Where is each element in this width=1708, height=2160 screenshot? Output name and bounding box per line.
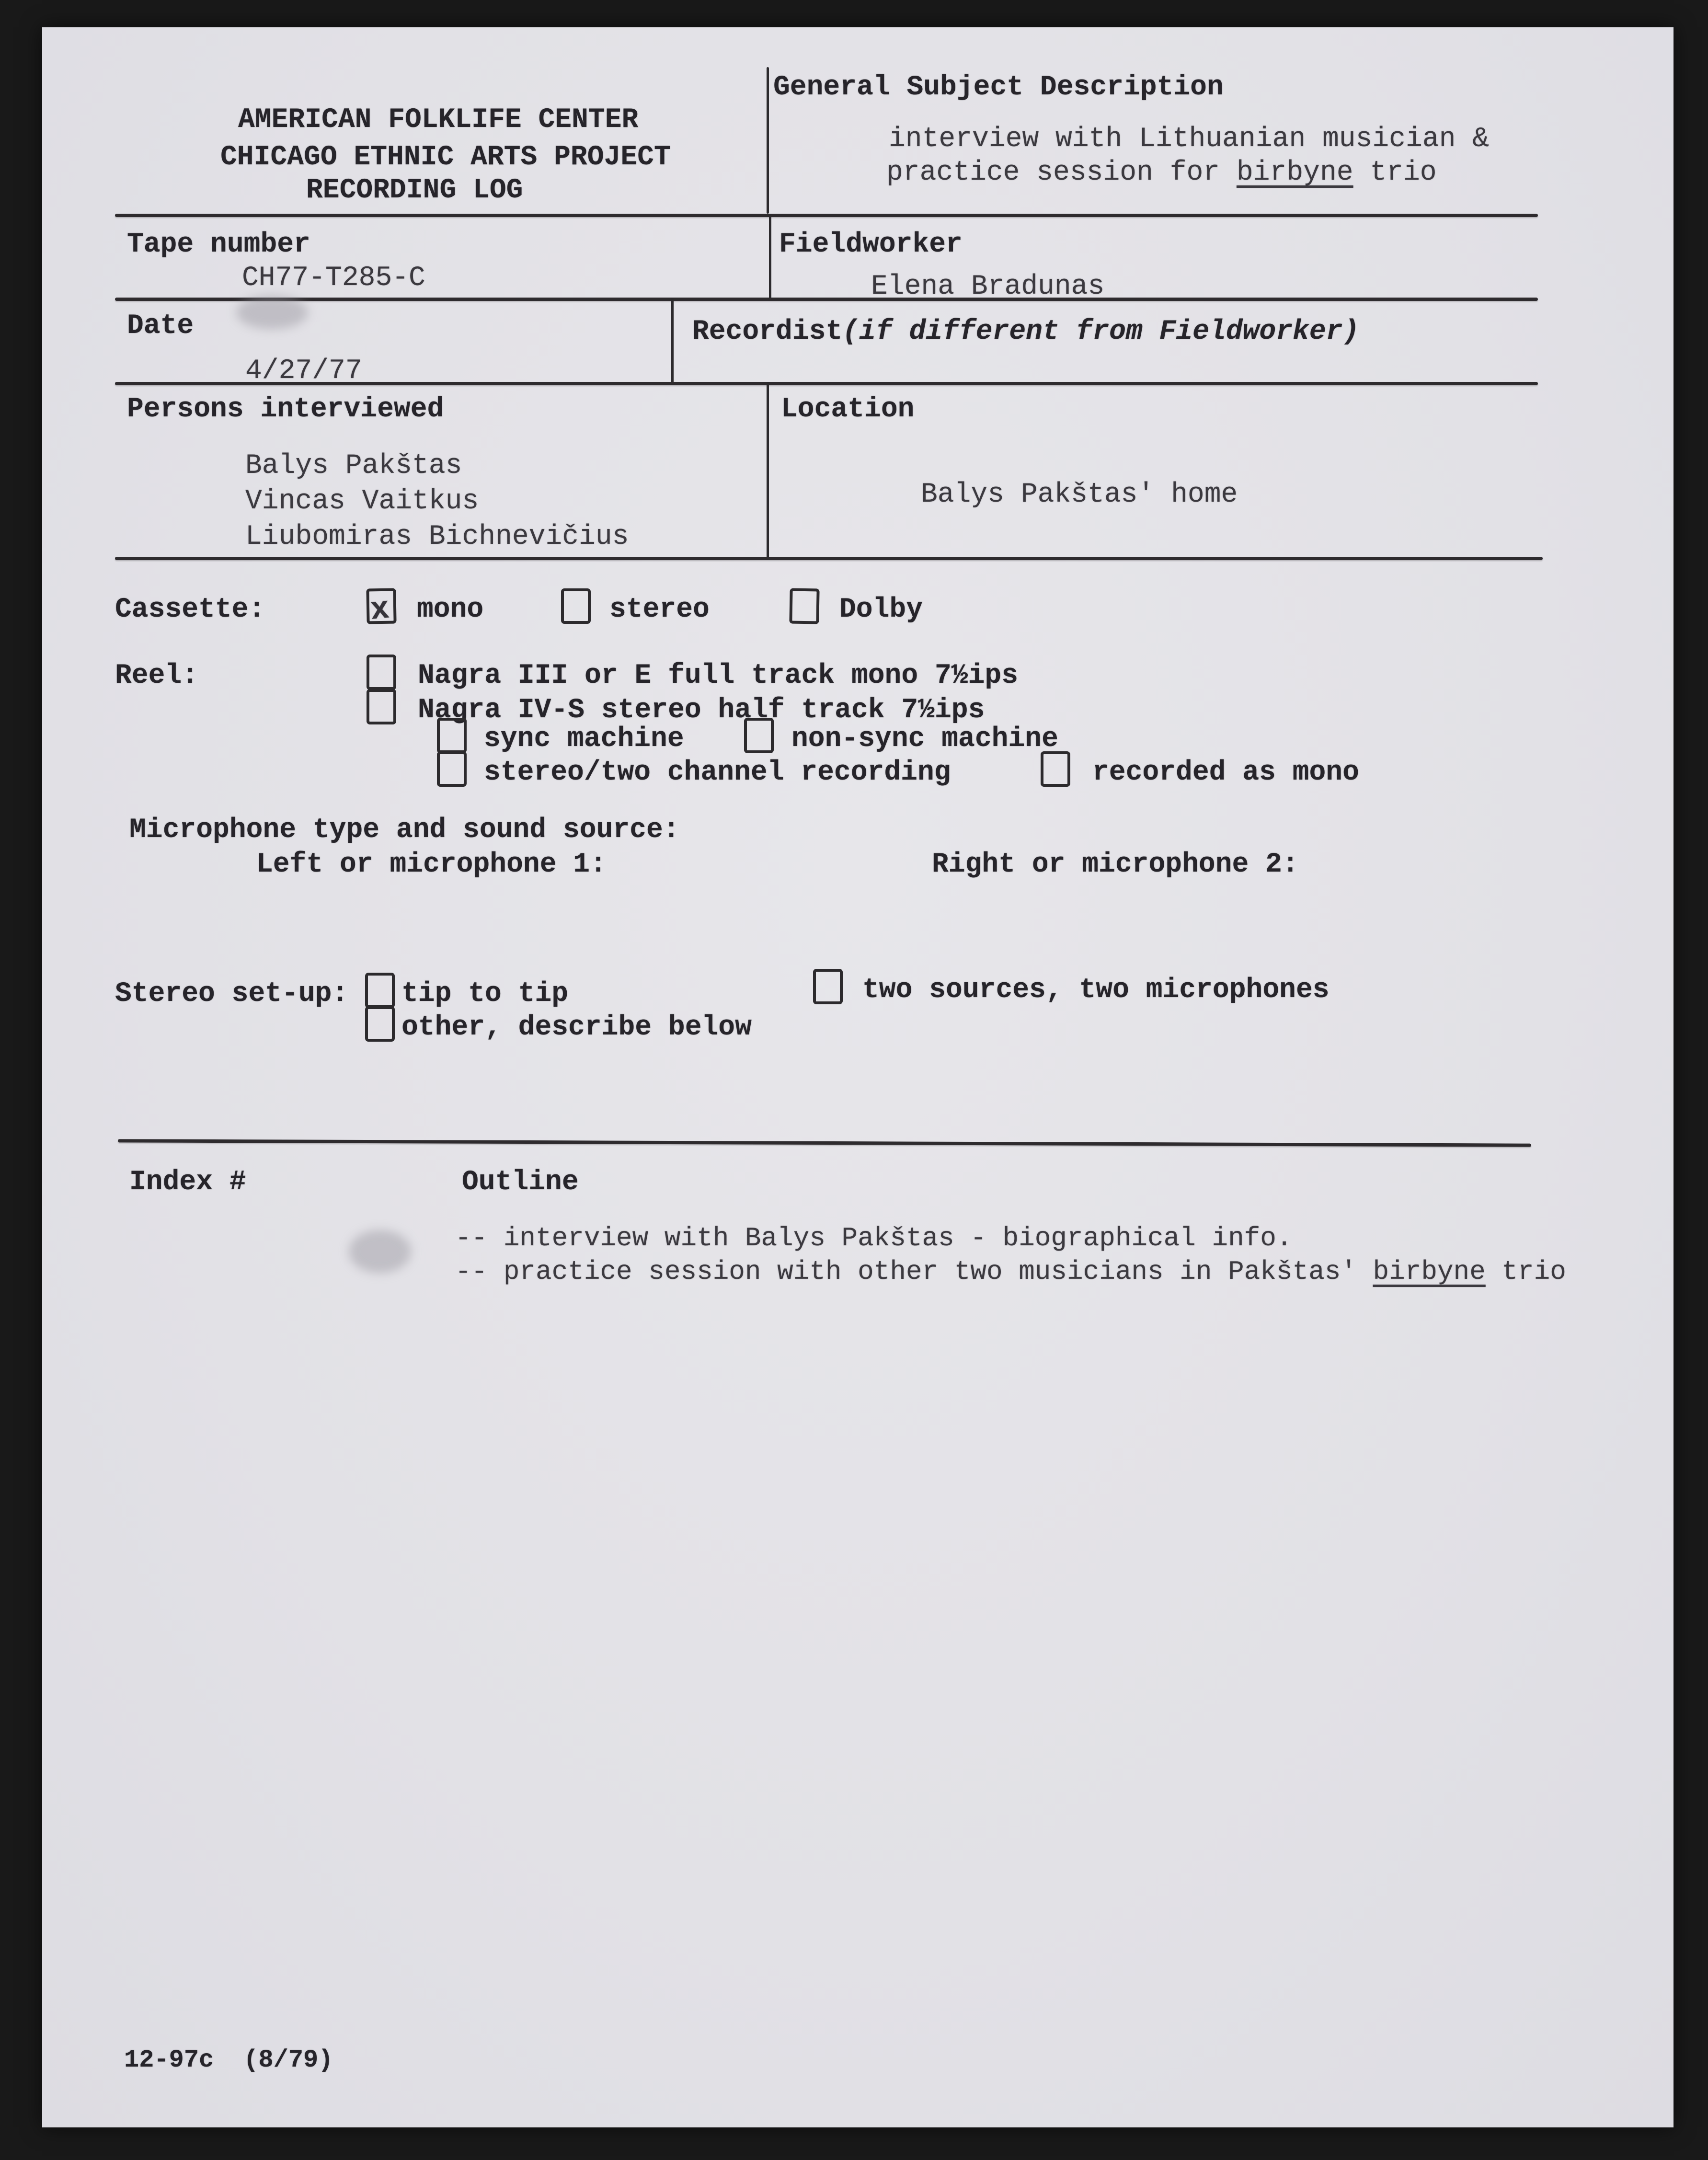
checkbox-two-sources[interactable] [813,969,843,1004]
divider-rule-4 [115,557,1543,560]
divider-date-recordist [671,298,674,385]
date-value: 4/27/77 [245,356,362,387]
outline-item-1: -- interview with Balys Pakštas - biographical info. [455,1223,1293,1253]
date-label: Date [127,310,194,342]
org-name-line3: RECORDING LOG [306,175,523,206]
microphone-section-label: Microphone type and sound source: [129,815,680,846]
outline-label: Outline [462,1167,579,1198]
location-value: Balys Pakštas' home [921,479,1238,510]
checkbox-cassette-dolby[interactable] [789,588,819,624]
divider-tape-fieldworker [769,214,771,301]
stereo-setup-label: Stereo set-up: [115,978,349,1010]
person-name-3: Liubomiras Bichnevičius [245,521,629,552]
subject-description-label: General Subject Description [773,72,1224,103]
recorded-as-mono-label: recorded as mono [1092,757,1359,788]
fieldworker-value: Elena Bradunas [871,271,1105,302]
ink-smudge [349,1230,411,1273]
two-sources-label: two sources, two microphones [862,975,1330,1006]
checkbox-nonsync-machine[interactable] [744,718,774,753]
subject-line2-pre: practice session for [886,157,1237,188]
person-name-2: Vincas Vaitkus [245,486,479,517]
form-number-footer [124,2046,333,2074]
stereo-two-channel-label: stereo/two channel recording [484,757,951,788]
ink-smudge [236,296,308,329]
subject-description-line1: interview with Lithuanian musician & [889,124,1490,155]
checkbox-reel-nagra4s[interactable] [367,689,396,724]
divider-persons-location [767,382,769,560]
outline-item2-post: trio [1485,1256,1566,1287]
checkbox-recorded-as-mono[interactable] [1041,751,1070,787]
cassette-mono-label: mono [417,594,484,625]
checkbox-other-describe[interactable] [365,1006,395,1042]
org-name-line1: AMERICAN FOLKLIFE CENTER [238,104,639,136]
microphone-left-label: Left or microphone 1: [256,849,607,880]
outline-item2-underlined-word: birbyne [1373,1256,1486,1287]
checkbox-sync-machine[interactable] [437,718,467,753]
form-code: 12-97c [124,2046,214,2074]
subject-line2-underlined-word: birbyne [1236,157,1353,188]
sync-machine-label: sync machine [484,724,684,755]
reel-label: Reel: [115,660,199,691]
tape-number-label: Tape number [127,229,310,260]
checkbox-stereo-two-channel[interactable] [437,751,467,787]
checkbox-cassette-mono[interactable] [366,588,396,629]
recordist-label-text: Recordist [692,316,843,347]
cassette-stereo-label: stereo [609,594,710,625]
fieldworker-label: Fieldworker [779,229,963,260]
cassette-label: Cassette: [115,594,265,625]
org-name-line2: CHICAGO ETHNIC ARTS PROJECT [220,142,671,173]
divider-header-vertical [767,67,769,214]
cassette-dolby-label: Dolby [839,594,923,625]
subject-line2-post: trio [1353,157,1437,188]
outline-item2-pre: -- practice session with other two musicians in Pakštas' [455,1256,1373,1287]
paper [42,27,1674,2127]
index-number-label: Index # [129,1167,246,1198]
subject-description-line2 [886,157,1437,188]
microphone-right-label: Right or microphone 2: [932,849,1299,880]
divider-rule-2 [115,298,1538,301]
outline-item-2 [455,1256,1566,1287]
checkbox-cassette-stereo[interactable] [561,588,591,624]
form-revision: (8/79) [243,2046,333,2074]
checkbox-tip-to-tip[interactable] [365,973,395,1008]
divider-rule-1 [115,214,1538,217]
checkbox-reel-nagra3[interactable] [367,655,396,690]
persons-interviewed-label: Persons interviewed [127,394,444,425]
tip-to-tip-label: tip to tip [401,978,569,1010]
recordist-note: (if different from Fieldworker) [842,316,1360,347]
recordist-label [692,316,1359,347]
tape-number-value: CH77-T285-C [242,263,425,294]
other-describe-label: other, describe below [401,1012,752,1043]
nonsync-machine-label: non-sync machine [791,724,1058,755]
person-name-1: Balys Pakštas [245,450,462,482]
checkbox-cassette-mono-mark: x [368,591,391,629]
divider-rule-5 [118,1139,1531,1147]
location-label: Location [781,394,915,425]
reel-nagra4s-label: Nagra IV-S stereo half track 7½ips [418,695,985,726]
reel-nagra3-label: Nagra III or E full track mono 7½ips [418,660,1019,691]
